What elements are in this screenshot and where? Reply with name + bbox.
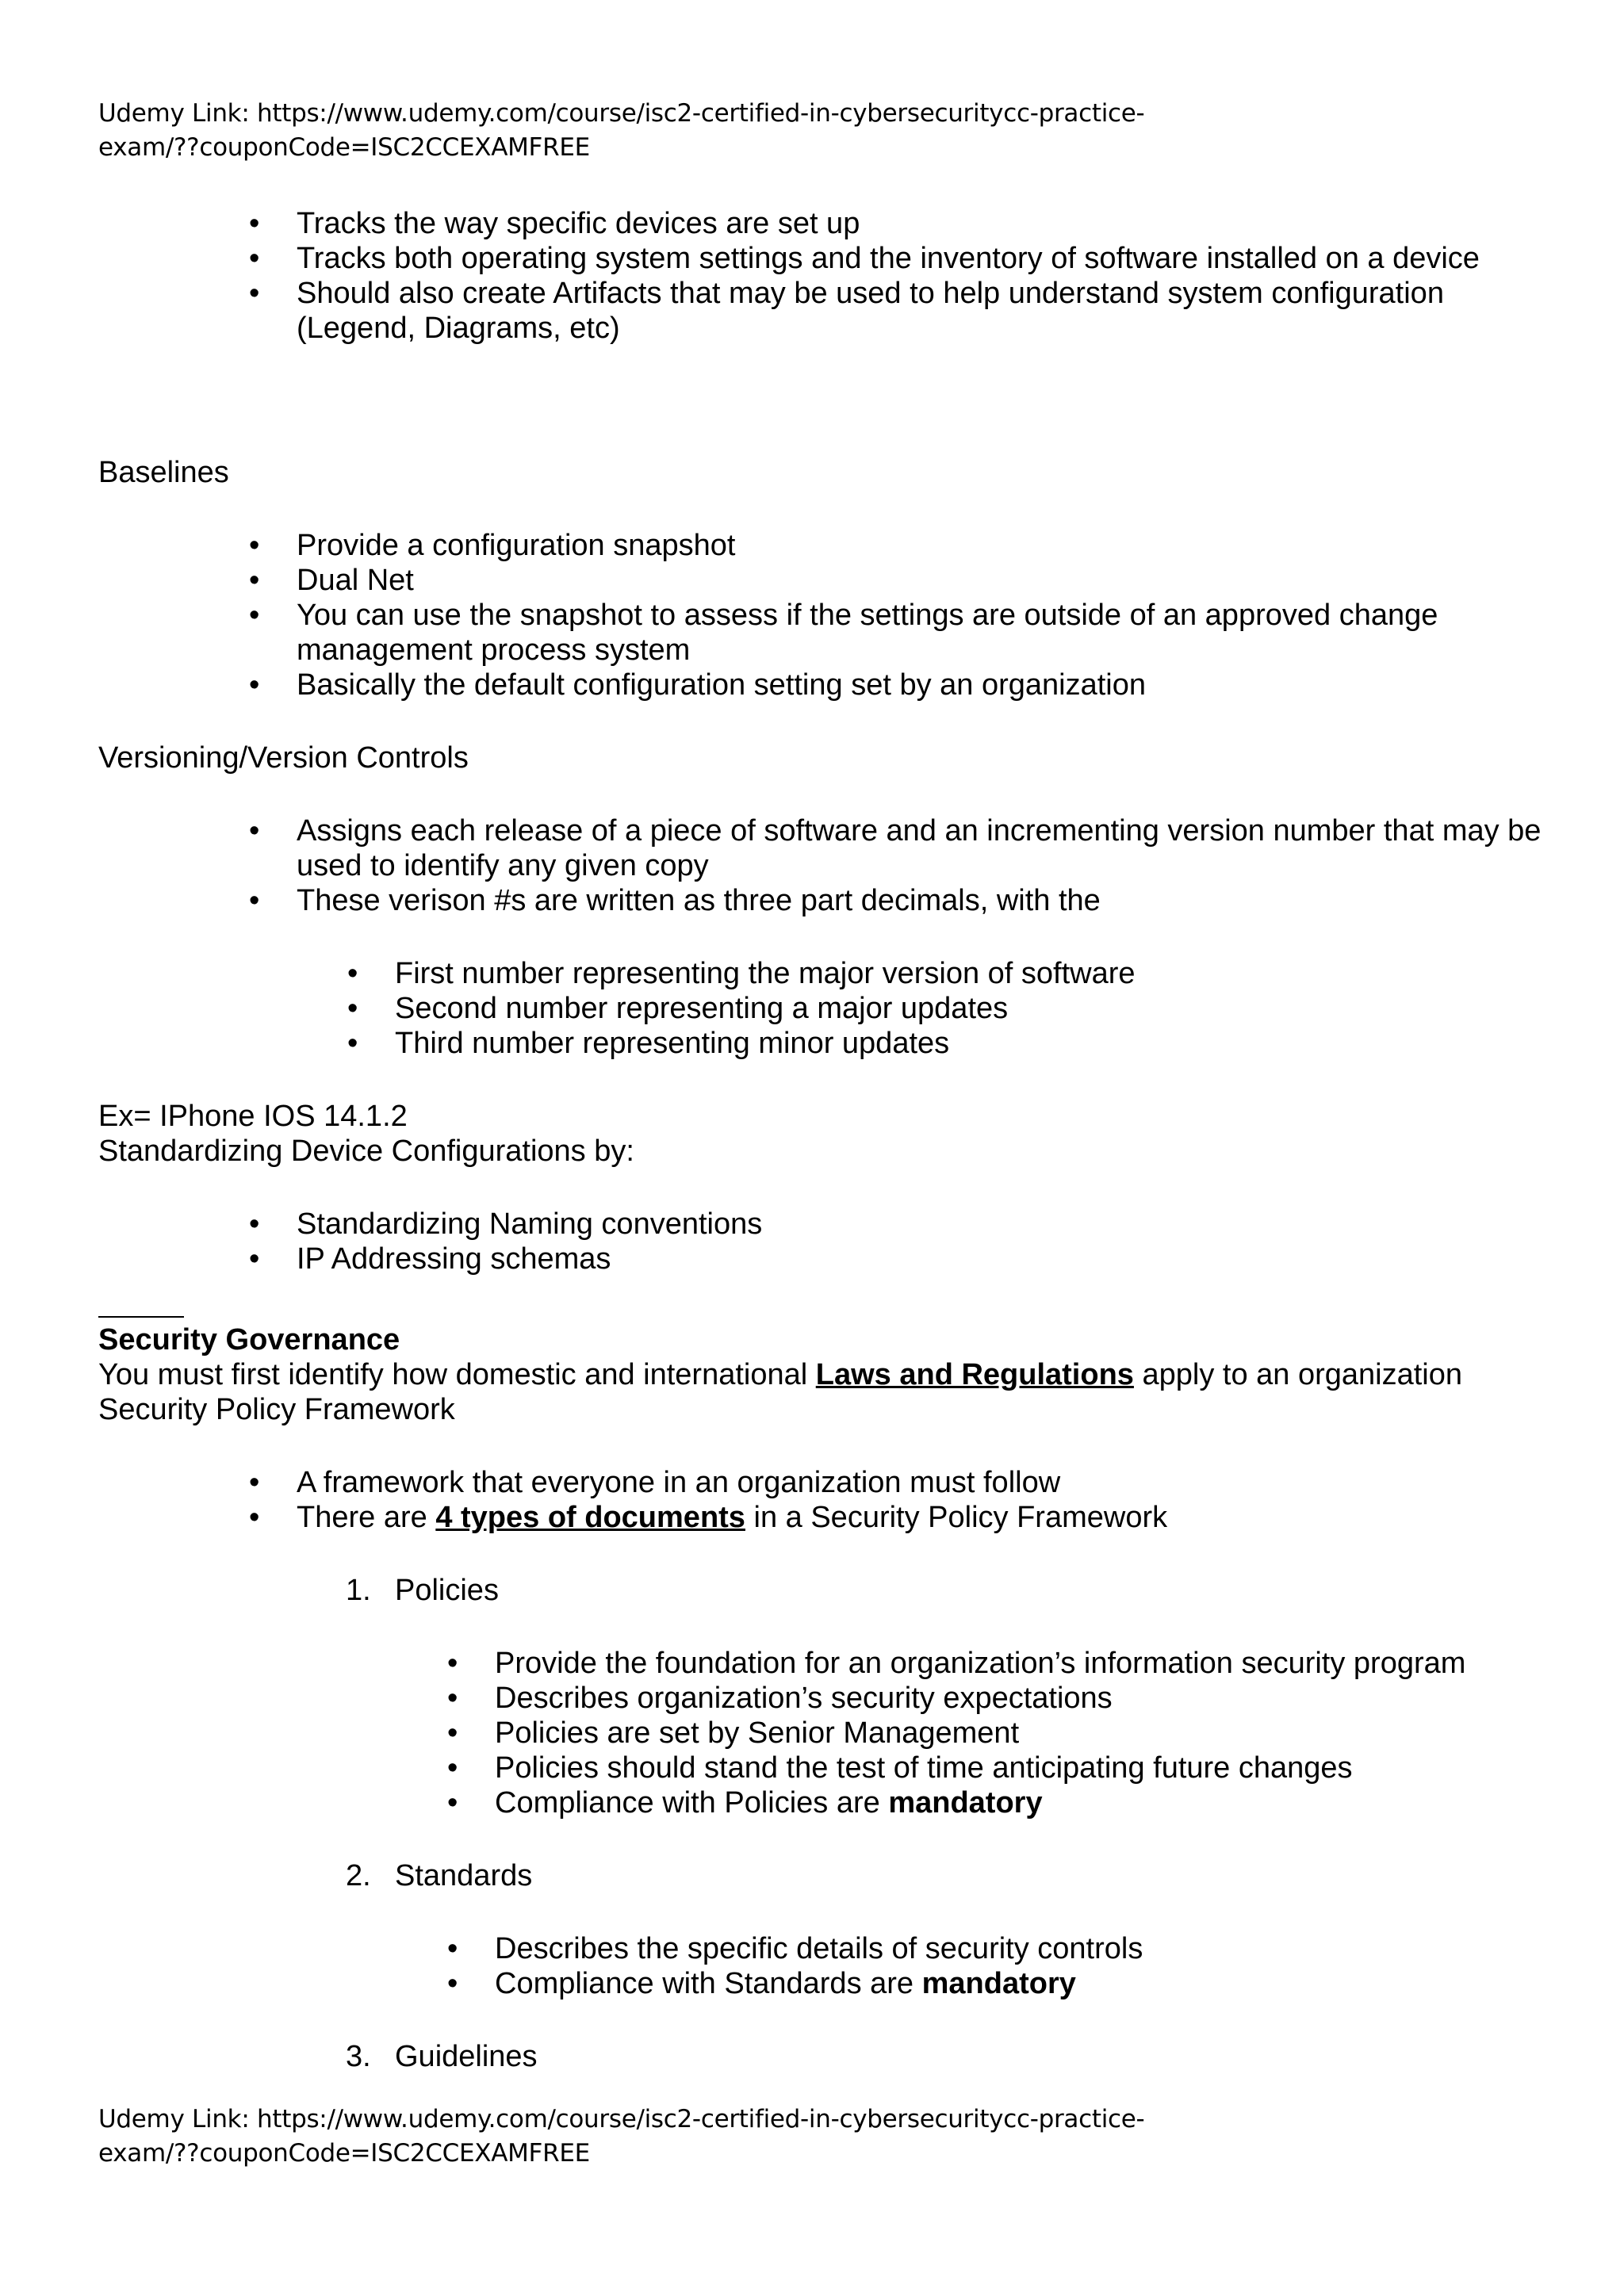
list-item: • Compliance with Standards are mandatory bbox=[495, 1966, 1542, 2001]
list-item: • Basically the default configuration setting set by an organization bbox=[297, 668, 1542, 702]
list-item: • There are 4 types of documents in a Security Policy Framework bbox=[297, 1500, 1542, 1535]
list-item: • Tracks the way specific devices are set up bbox=[297, 206, 1542, 241]
policies-list bbox=[495, 1646, 1542, 1820]
list-item: • Provide a configuration snapshot bbox=[297, 528, 1542, 563]
list-item: • You can use the snapshot to assess if the settings are outside of an approved change management process system bbox=[297, 598, 1542, 668]
list-item: • Dual Net bbox=[297, 563, 1542, 598]
list-item: • First number representing the major version of software bbox=[395, 956, 1542, 991]
footer-link-line-1[interactable]: Udemy Link: https://www.udemy.com/course/isc2-certified-in-cybersecuritycc-practice- bbox=[98, 2105, 1145, 2133]
header-link-line-1[interactable]: Udemy Link: https://www.udemy.com/course/isc2-certified-in-cybersecuritycc-practice- bbox=[98, 99, 1145, 128]
header-link-line-2[interactable]: exam/??couponCode=ISC2CCEXAMFREE bbox=[98, 133, 590, 162]
standards-section bbox=[346, 1858, 1542, 1893]
page-header bbox=[98, 97, 1526, 165]
baselines-heading: Baselines bbox=[98, 456, 229, 489]
list-item: • Compliance with Policies are mandatory bbox=[495, 1785, 1542, 1820]
document-types-emphasis: 4 types of documents bbox=[435, 1501, 745, 1534]
framework-list bbox=[297, 1465, 1542, 1535]
list-item: • Describes the specific details of security controls bbox=[495, 1931, 1542, 1966]
standards-item: 2. Standards bbox=[346, 1859, 533, 1892]
section-divider bbox=[98, 1316, 184, 1318]
footer-link-line-2[interactable]: exam/??couponCode=ISC2CCEXAMFREE bbox=[98, 2139, 590, 2168]
version-example: Ex= IPhone IOS 14.1.2 bbox=[98, 1100, 408, 1133]
list-item: • Third number representing minor updates bbox=[395, 1026, 1542, 1061]
policy-documents-list bbox=[346, 1573, 1542, 1608]
list-item: • Second number representing a major updates bbox=[395, 991, 1542, 1026]
baselines-list bbox=[297, 528, 1542, 702]
list-item: • Policies are set by Senior Management bbox=[495, 1716, 1542, 1751]
laws-and-regulations-emphasis: Laws and Regulations bbox=[815, 1358, 1134, 1391]
standardizing-list bbox=[297, 1207, 1542, 1276]
list-item: • Tracks both operating system settings and the inventory of software installed on a device bbox=[297, 241, 1542, 276]
list-item: • Standardizing Naming conventions bbox=[297, 1207, 1542, 1242]
guidelines-section bbox=[346, 2039, 1542, 2074]
list-item: • Provide the foundation for an organization’s information security program bbox=[495, 1646, 1542, 1681]
guidelines-item: 3. Guidelines bbox=[346, 2040, 538, 2073]
versioning-heading: Versioning/Version Controls bbox=[98, 741, 469, 775]
inventory-list bbox=[297, 206, 1542, 346]
governance-intro: You must first identify how domestic and international Laws and Regulations apply to an organization bbox=[98, 1358, 1462, 1391]
standardizing-heading: Standardizing Device Configurations by: bbox=[98, 1135, 634, 1168]
list-item: • Policies should stand the test of time anticipating future changes bbox=[495, 1751, 1542, 1785]
policies-item: 1. Policies bbox=[346, 1574, 499, 1607]
list-item: • IP Addressing schemas bbox=[297, 1242, 1542, 1276]
standards-list bbox=[495, 1931, 1542, 2001]
framework-heading: Security Policy Framework bbox=[98, 1393, 455, 1426]
versioning-list bbox=[297, 813, 1542, 918]
version-number-list bbox=[395, 956, 1542, 1061]
page-footer bbox=[98, 2103, 1526, 2171]
list-item: • Assigns each release of a piece of software and an incrementing version number that may be used to identify any given copy bbox=[297, 813, 1542, 883]
security-governance-heading: Security Governance bbox=[98, 1323, 400, 1357]
list-item: • A framework that everyone in an organization must follow bbox=[297, 1465, 1542, 1500]
document-body bbox=[98, 206, 1542, 2074]
list-item: • These verison #s are written as three part decimals, with the bbox=[297, 883, 1542, 918]
list-item: • Should also create Artifacts that may be used to help understand system configuration (Legend, Diagrams, etc) bbox=[297, 276, 1542, 346]
list-item: • Describes organization’s security expectations bbox=[495, 1681, 1542, 1716]
